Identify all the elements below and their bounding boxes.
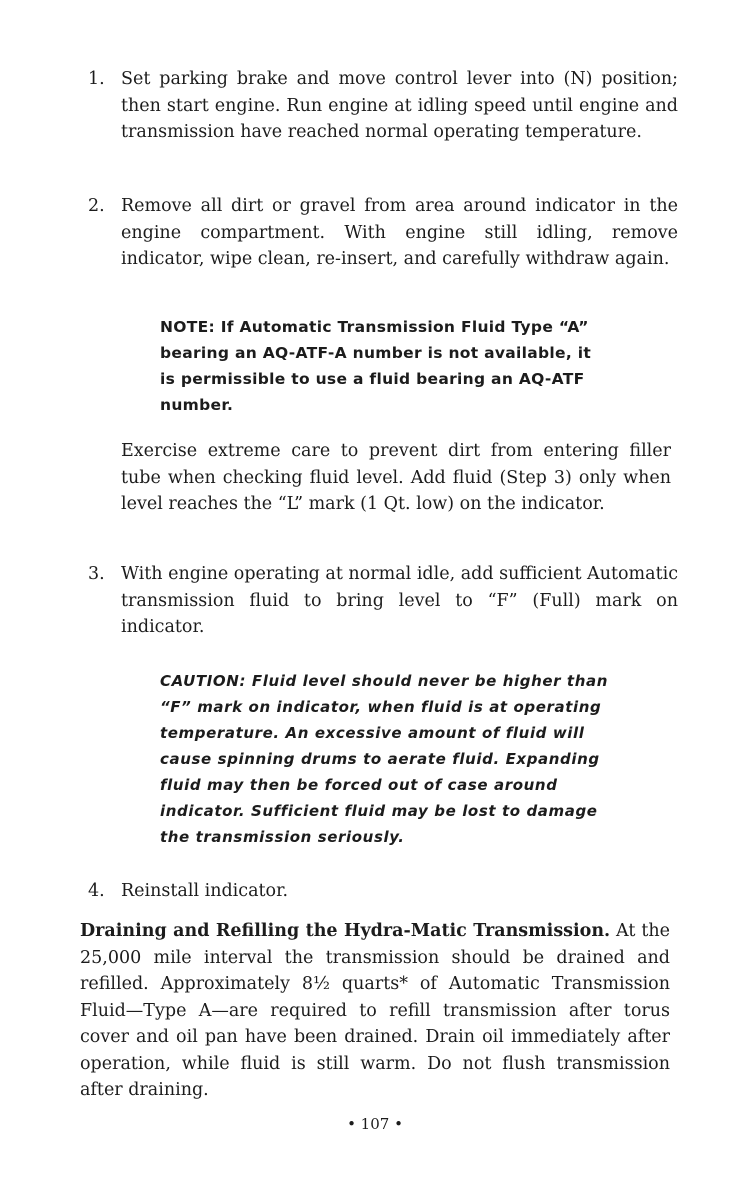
note-box: NOTE: If Automatic Transmission Fluid Type “A” bearing an AQ-ATF-A number is not available, it is permissible to use a fluid bearing an AQ-ATF number. xyxy=(160,318,592,414)
section-body: At the 25,000 mile interval the transmission should be drained and refilled. Approximately 8½ quarts* of Automatic Transmission Fluid—Type A—are required to refill transmission after torus cover and oil pan have been drained. Drain oil immediately after operation, while fluid is still warm. Do not flush transmission after draining. xyxy=(80,921,670,1100)
step-3 xyxy=(88,561,678,641)
draining-section xyxy=(80,918,670,1104)
step-number: 4. xyxy=(88,881,105,901)
step-2 xyxy=(88,193,678,273)
step-1 xyxy=(88,66,678,146)
step-4 xyxy=(88,878,678,905)
step-text: Reinstall indicator. xyxy=(121,881,289,901)
exercise-care-paragraph: Exercise extreme care to prevent dirt from entering filler tube when checking fluid level. Add fluid (Step 3) only when level reaches the “L” mark (1 Qt. low) on the indicator. xyxy=(121,441,671,514)
section-heading: Draining and Refilling the Hydra-Matic Transmission. xyxy=(80,921,611,941)
step-number: 2. xyxy=(88,196,105,216)
step-text: Remove all dirt or gravel from area around indicator in the engine compartment. With engine still idling, remove indicator, wipe clean, re-insert, and carefully withdraw again. xyxy=(121,196,678,269)
page-number: • 107 • xyxy=(347,1115,403,1133)
step-text: With engine operating at normal idle, add sufficient Automatic transmission fluid to bring level to “F” (Full) mark on indicator. xyxy=(121,564,678,637)
caution-box: CAUTION: Fluid level should never be higher than “F” mark on indicator, when fluid is at operating temperature. An excessive amount of fluid will cause spinning drums to aerate fluid. Expanding fluid may then be forced out of case around indicator. Sufficient fluid may be lost to damage the transmission seriously. xyxy=(160,672,608,846)
step-text: Set parking brake and move control lever into (N) position; then start engine. Run engine at idling speed until engine and transmission have reached normal operating temperature. xyxy=(121,69,678,142)
step-number: 3. xyxy=(88,564,105,584)
step-number: 1. xyxy=(88,69,105,89)
